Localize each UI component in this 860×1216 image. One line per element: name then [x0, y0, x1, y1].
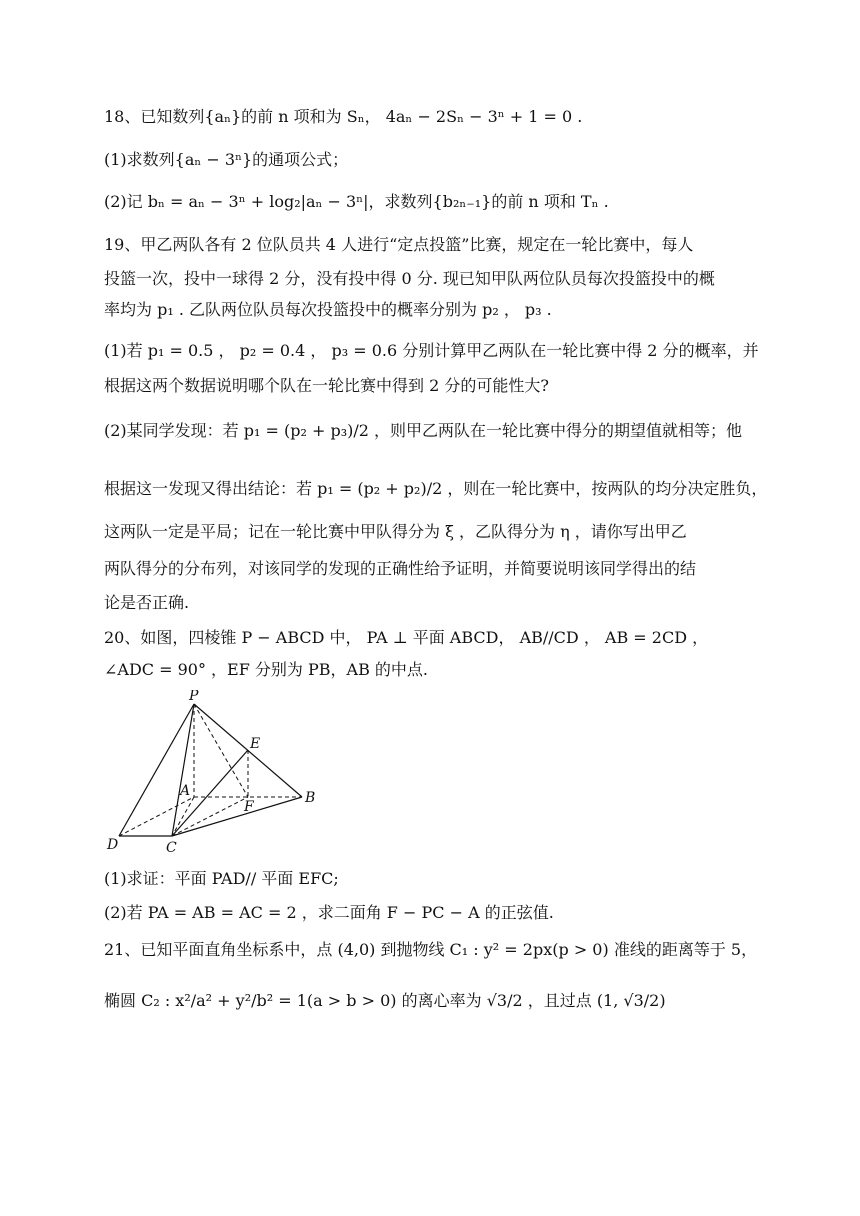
q20-stem-line2: ∠ADC = 90° ，EF 分别为 PB，AB 的中点.	[104, 660, 429, 679]
pyramid-diagram	[104, 690, 334, 860]
q20-part2: (2)若 PA = AB = AC = 2 ，求二面角 F − PC − A 的正弦值.	[104, 903, 554, 922]
q18-stem: 18、已知数列{aₙ}的前 n 项和为 Sₙ， 4aₙ − 2Sₙ − 3ⁿ + 1 = 0 .	[104, 107, 583, 126]
q19-part1-line1: (1)若 p₁ = 0.5 ， p₂ = 0.4 ， p₃ = 0.6 分别计算甲乙两队在一轮比赛中得 2 分的概率，并	[104, 341, 759, 360]
edge-PF	[194, 704, 248, 797]
q18-part2: (2)记 bₙ = aₙ − 3ⁿ + log₂|aₙ − 3ⁿ|，求数列{b₂ₙ₋₁}的前 n 项和 Tₙ .	[104, 192, 609, 211]
vertex-label-D: D	[107, 837, 119, 853]
q19-stem-line1: 19、甲乙两队各有 2 位队员共 4 人进行“定点投篮”比赛，规定在一轮比赛中，每人	[104, 235, 694, 254]
q19-stem-line2: 投篮一次，投中一球得 2 分，没有投中得 0 分. 现已知甲队两位队员每次投篮投中的概	[104, 269, 715, 288]
q19-part2-line3: 这两队一定是平局；记在一轮比赛中甲队得分为 ξ ，乙队得分为 η ，请你写出甲乙	[104, 522, 687, 541]
q20-stem-line1: 20、如图，四棱锥 P − ABCD 中， PA ⊥ 平面 ABCD， AB//CD ， AB = 2CD ，	[104, 628, 709, 647]
vertex-label-B: B	[305, 790, 316, 806]
vertex-label-P: P	[189, 690, 199, 704]
vertex-label-C: C	[166, 840, 177, 856]
q19-stem-line3: 率均为 p₁ . 乙队两位队员每次投篮投中的概率分别为 p₂ ， p₃ .	[104, 300, 552, 319]
vertex-label-F: F	[244, 799, 254, 815]
q18-part1: (1)求数列{aₙ − 3ⁿ}的通项公式；	[104, 150, 349, 169]
q19-part2-line1: (2)某同学发现：若 p₁ = (p₂ + p₃)/2 ，则甲乙两队在一轮比赛中得分的期望值就相等；他	[104, 421, 743, 440]
q19-part1-line2: 根据这两个数据说明哪个队在一轮比赛中得到 2 分的可能性大?	[104, 376, 549, 395]
pyramid-figure	[104, 690, 334, 860]
vertex-label-E: E	[250, 736, 261, 752]
q20-part1: (1)求证：平面 PAD// 平面 EFC;	[104, 869, 339, 888]
q19-part2-line4: 两队得分的分布列，对该同学的发现的正确性给予证明，并简要说明该同学得出的结	[104, 559, 697, 578]
q21-stem-line1: 21、已知平面直角坐标系中，点 (4,0) 到抛物线 C₁ : y² = 2px(p > 0) 准线的距离等于 5，	[104, 940, 758, 959]
q19-part2-line5: 论是否正确.	[104, 593, 190, 612]
vertex-label-A: A	[180, 783, 191, 799]
q19-part2-line2: 根据这一发现又得出结论：若 p₁ = (p₂ + p₂)/2 ，则在一轮比赛中，按两队的均分决定胜负，	[104, 479, 768, 498]
q21-stem-line2: 椭圆 C₂ : x²/a² + y²/b² = 1(a > b > 0) 的离心率为 √3/2 ，且过点 (1, √3/2)	[104, 991, 666, 1010]
